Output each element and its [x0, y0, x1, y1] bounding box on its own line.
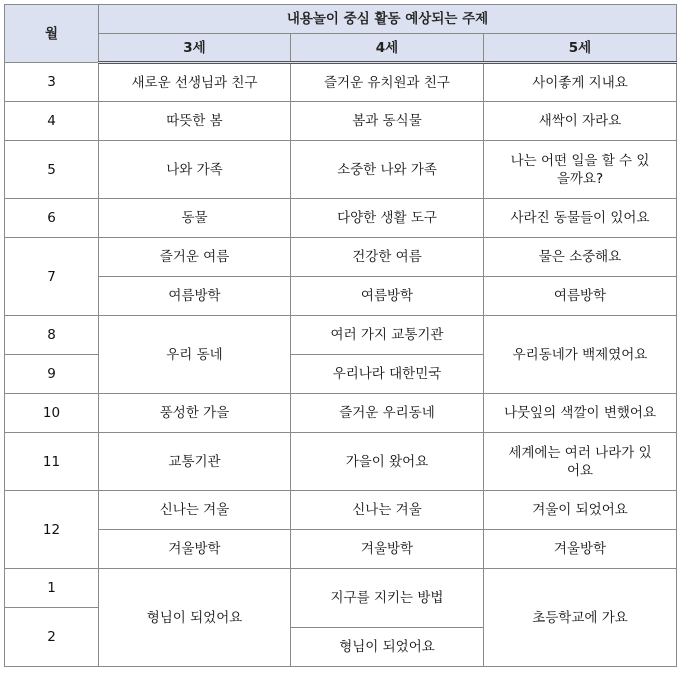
table-row	[5, 433, 677, 491]
month-cell: 2	[5, 608, 99, 667]
table-row	[5, 316, 677, 355]
topic-cell: 사라진 동물들이 있어요	[484, 199, 677, 238]
month-cell: 5	[5, 141, 99, 199]
topic-cell: 따뜻한 봄	[99, 102, 291, 141]
month-cell: 9	[5, 355, 99, 394]
topic-cell: 봄과 동식물	[291, 102, 484, 141]
topic-cell: 새로운 선생님과 친구	[99, 63, 291, 102]
table-row	[5, 141, 677, 199]
month-cell: 7	[5, 238, 99, 316]
topic-cell: 신나는 겨울	[99, 491, 291, 530]
month-cell: 10	[5, 394, 99, 433]
topic-cell: 즐거운 여름	[99, 238, 291, 277]
topic-cell: 가을이 왔어요	[291, 433, 484, 491]
table-row	[5, 199, 677, 238]
month-cell: 8	[5, 316, 99, 355]
table-row	[5, 394, 677, 433]
topic-cell: 우리나라 대한민국	[291, 355, 484, 394]
topic-cell: 형님이 되었어요	[99, 569, 291, 667]
topic-cell: 소중한 나와 가족	[291, 141, 484, 199]
topic-cell: 나는 어떤 일을 할 수 있을까요?	[484, 141, 677, 199]
topic-cell: 나뭇잎의 색깔이 변했어요	[484, 394, 677, 433]
age4-header: 4세	[291, 34, 484, 63]
topic-cell: 교통기관	[99, 433, 291, 491]
topic-cell: 초등학교에 가요	[484, 569, 677, 667]
topic-cell: 건강한 여름	[291, 238, 484, 277]
table-row	[5, 63, 677, 102]
topic-cell: 겨울이 되었어요	[484, 491, 677, 530]
month-cell: 12	[5, 491, 99, 569]
age3-header: 3세	[99, 34, 291, 63]
topic-cell: 즐거운 유치원과 친구	[291, 63, 484, 102]
topic-cell: 여름방학	[99, 277, 291, 316]
month-cell: 3	[5, 63, 99, 102]
topic-cell: 동물	[99, 199, 291, 238]
table-row	[5, 277, 677, 316]
month-header: 월	[5, 5, 99, 63]
table-row	[5, 102, 677, 141]
table-row	[5, 491, 677, 530]
curriculum-table	[4, 4, 677, 667]
topic-cell: 풍성한 가을	[99, 394, 291, 433]
table-row	[5, 530, 677, 569]
topic-cell: 여러 가지 교통기관	[291, 316, 484, 355]
topic-cell: 형님이 되었어요	[291, 628, 484, 667]
topic-cell: 새싹이 자라요	[484, 102, 677, 141]
topic-cell: 겨울방학	[99, 530, 291, 569]
age5-header: 5세	[484, 34, 677, 63]
topic-cell: 다양한 생활 도구	[291, 199, 484, 238]
table-row	[5, 569, 677, 608]
topic-group-header: 내용놀이 중심 활동 예상되는 주제	[99, 5, 677, 34]
month-cell: 4	[5, 102, 99, 141]
table-row	[5, 238, 677, 277]
topic-cell: 겨울방학	[291, 530, 484, 569]
topic-cell: 사이좋게 지내요	[484, 63, 677, 102]
topic-cell: 즐거운 우리동네	[291, 394, 484, 433]
topic-cell: 신나는 겨울	[291, 491, 484, 530]
topic-cell: 여름방학	[291, 277, 484, 316]
month-cell: 1	[5, 569, 99, 608]
topic-cell: 세계에는 여러 나라가 있어요	[484, 433, 677, 491]
topic-cell: 우리동네가 백제였어요	[484, 316, 677, 394]
topic-cell: 겨울방학	[484, 530, 677, 569]
topic-cell: 우리 동네	[99, 316, 291, 394]
topic-cell: 나와 가족	[99, 141, 291, 199]
topic-cell: 물은 소중해요	[484, 238, 677, 277]
month-cell: 6	[5, 199, 99, 238]
topic-cell: 지구를 지키는 방법	[291, 569, 484, 628]
topic-cell: 여름방학	[484, 277, 677, 316]
month-cell: 11	[5, 433, 99, 491]
